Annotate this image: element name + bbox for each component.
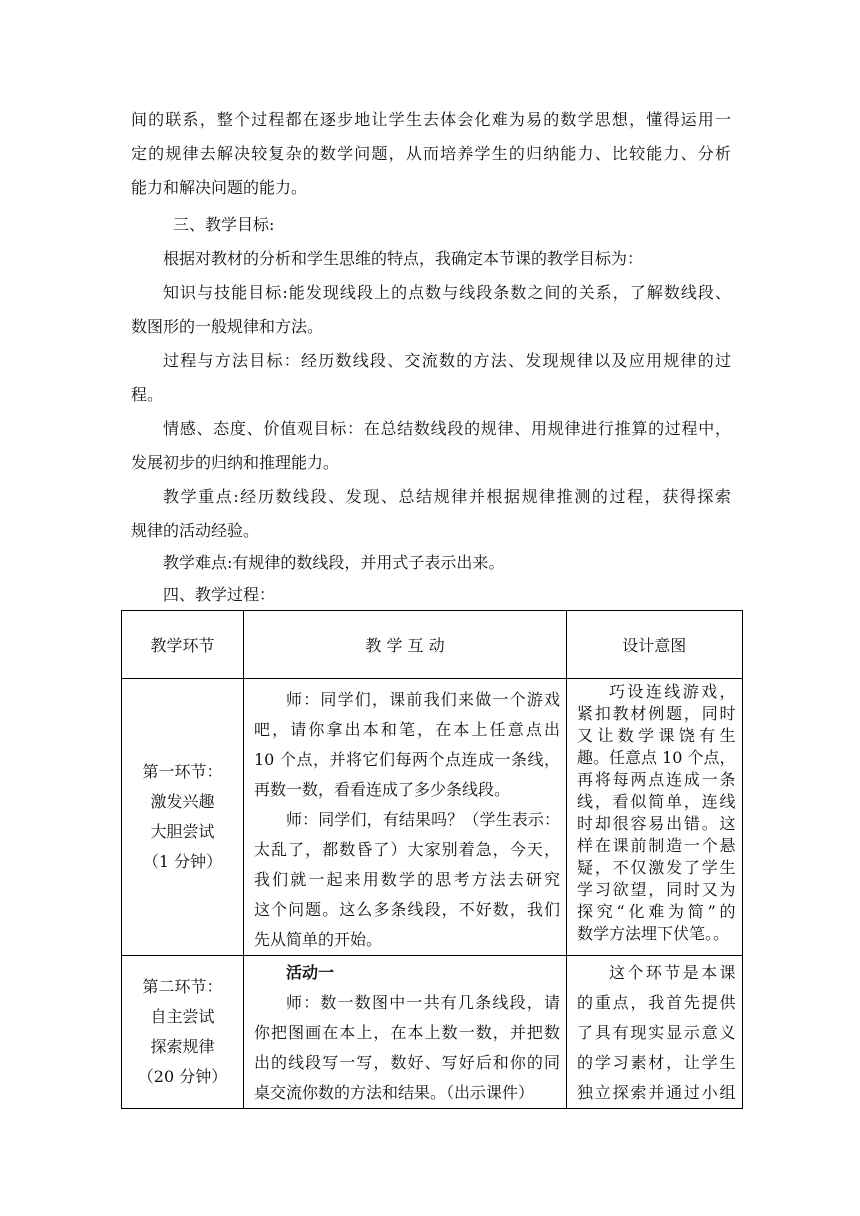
stage-1-line-2: 激发兴趣 xyxy=(150,792,215,811)
intent-2-line-2: 的重点，我首先提供 xyxy=(577,993,736,1012)
interaction-1-line-3: 10 个点，并将它们每两个点连成一条线， xyxy=(254,750,560,769)
intent-1-line-12: 数学方法埋下伏笔。。 xyxy=(577,924,730,943)
intent-1-line-9: 疑，不仅激发了学生 xyxy=(577,858,736,877)
interaction-cell-2 xyxy=(244,956,567,1109)
intro-line-1: 间的联系，整个过程都在逐步地让学生去体会化难为易的数学思想，懂得运用一 xyxy=(131,110,731,129)
intent-2-line-5: 独立探索并通过小组 xyxy=(577,1083,736,1102)
stage-cell-2 xyxy=(122,956,244,1109)
stage-cell-1 xyxy=(122,679,244,956)
section-heading-process xyxy=(131,578,731,612)
stage-2-line-1: 第二环节： xyxy=(142,977,223,996)
intent-1-line-1: 巧设连线游戏， xyxy=(609,682,736,701)
goal-process-line-1: 过程与方法目标：经历数线段、交流数的方法、发现规律以及应用规律的过 xyxy=(163,351,731,370)
interaction-cell-1 xyxy=(244,679,567,956)
stage-2-line-4: （20 分钟） xyxy=(137,1067,228,1086)
stage-1-line-4: （1 分钟） xyxy=(142,852,223,871)
interaction-2-line-4: 桌交流你数的方法和结果。（出示课件） xyxy=(254,1083,535,1102)
interaction-1-line-2: 吧，请你拿出本和笔，在本上任意点出 xyxy=(254,720,560,739)
intent-cell-1 xyxy=(567,679,743,956)
intent-1-line-10: 学习欲望，同时又为 xyxy=(577,880,736,899)
difficult-point-paragraph xyxy=(131,546,731,580)
intro-paragraph xyxy=(131,103,731,205)
interaction-1-line-6: 太乱了，都数昏了）大家别着急，今天， xyxy=(254,840,560,859)
goals-intro-paragraph xyxy=(131,242,731,276)
goal-knowledge-line-2: 数图形的一般规律和方法。 xyxy=(131,317,324,336)
activity-title: 活动一 xyxy=(286,963,335,982)
difficult-point: 教学难点:有规律的数线段，并用式子表示出来。 xyxy=(163,553,505,572)
table-header-row xyxy=(122,611,743,679)
interaction-1-line-5: 师：同学们，有结果吗？（学生表示： xyxy=(286,810,560,829)
header-intent: 设计意图 xyxy=(567,611,743,679)
header-interaction: 教 学 互 动 xyxy=(244,611,567,679)
table-row xyxy=(122,956,743,1109)
lesson-process-table xyxy=(121,610,743,1109)
intent-1-line-11: 探究“化难为简”的 xyxy=(577,902,736,921)
goal-process-paragraph xyxy=(131,344,731,412)
goal-knowledge-paragraph xyxy=(131,276,731,344)
intent-2-line-1: 这个环节是本课 xyxy=(609,963,736,982)
intro-line-3: 能力和解决问题的能力。 xyxy=(131,178,308,197)
intent-1-line-4: 趣。任意点 10 个点， xyxy=(577,748,736,767)
goal-process-line-2: 程。 xyxy=(131,385,164,404)
interaction-1-line-4: 再数一数，看看连成了多少条线段。 xyxy=(254,780,511,799)
section-heading-goals xyxy=(131,208,731,242)
stage-1-line-1: 第一环节： xyxy=(142,762,223,781)
intent-cell-2 xyxy=(567,956,743,1109)
section3-heading: 三、教学目标: xyxy=(173,215,275,234)
goal-emotion-line-1: 情感、态度、价值观目标：在总结数线段的规律、用规律进行推算的过程中， xyxy=(163,419,731,438)
intent-1-line-5: 再将每两点连成一条 xyxy=(577,770,736,789)
interaction-1-line-8: 这个问题。这么多条线段，不好数，我们 xyxy=(254,900,560,919)
interaction-2-line-3: 出的线段写一写，数好、写好后和你的同 xyxy=(254,1053,560,1072)
intent-1-line-7: 时却很容易出错。这 xyxy=(577,814,736,833)
interaction-1-line-7: 我们就一起来用数学的思考方法去研究 xyxy=(254,870,560,889)
interaction-1-line-9: 先从简单的开始。 xyxy=(254,930,383,949)
interaction-2-line-1: 师：数一数图中一共有几条线段，请 xyxy=(286,993,560,1012)
key-point-line-2: 规律的活动经验。 xyxy=(131,521,260,540)
section4-heading: 四、教学过程： xyxy=(163,585,276,604)
goal-knowledge-line-1: 知识与技能目标:能发现线段上的点数与线段条数之间的关系，了解数线段、 xyxy=(163,283,731,302)
intent-1-line-3: 又让数学课饶有生 xyxy=(577,726,736,745)
intent-2-line-4: 的学习素材，让学生 xyxy=(577,1053,736,1072)
intent-1-line-2: 紧扣教材例题，同时 xyxy=(577,704,736,723)
goal-emotion-line-2: 发展初步的归纳和推理能力。 xyxy=(131,453,340,472)
interaction-2-line-2: 你把图画在本上，在本上数一数，并把数 xyxy=(254,1023,560,1042)
goal-emotion-paragraph xyxy=(131,412,731,480)
intent-1-line-6: 线，看似简单，连线 xyxy=(577,792,736,811)
key-point-line-1: 教学重点:经历数线段、发现、总结规律并根据规律推测的过程，获得探索 xyxy=(163,487,731,506)
stage-2-line-3: 探索规律 xyxy=(150,1037,215,1056)
intro-line-2: 定的规律去解决较复杂的数学问题，从而培养学生的归纳能力、比较能力、分析 xyxy=(131,144,731,163)
goals-intro: 根据对教材的分析和学生思维的特点，我确定本节课的教学目标为： xyxy=(163,249,644,268)
table-row xyxy=(122,679,743,956)
intent-2-line-3: 了具有现实显示意义 xyxy=(577,1023,736,1042)
header-stage: 教学环节 xyxy=(122,611,244,679)
key-point-paragraph xyxy=(131,480,731,548)
stage-2-line-2: 自主尝试 xyxy=(150,1007,215,1026)
intent-1-line-8: 样在课前制造一个悬 xyxy=(577,836,736,855)
interaction-1-line-1: 师：同学们，课前我们来做一个游戏 xyxy=(286,690,560,709)
stage-1-line-3: 大胆尝试 xyxy=(150,822,215,841)
